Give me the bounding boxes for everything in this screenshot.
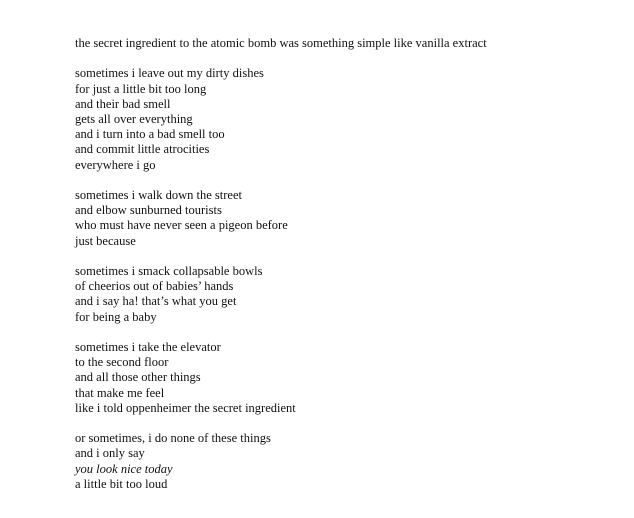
poem-stanza <box>75 431 615 492</box>
poem-line: for being a baby <box>75 309 157 324</box>
poem-line: or sometimes, i do none of these things <box>75 431 271 446</box>
poem-line: who must have never seen a pigeon before <box>75 218 288 233</box>
poem-line: and their bad smell <box>75 96 171 111</box>
poem-document <box>75 36 615 507</box>
poem-line: and commit little atrocities <box>75 142 210 157</box>
poem-line: sometimes i leave out my dirty dishes <box>75 66 264 81</box>
poem-line: that make me feel <box>75 385 165 400</box>
poem-line: and i only say <box>75 446 145 461</box>
poem-line: everywhere i go <box>75 157 156 172</box>
poem-line: and elbow sunburned tourists <box>75 203 222 218</box>
poem-line: for just a little bit too long <box>75 81 207 96</box>
poem-stanza <box>75 66 615 172</box>
poem-stanza <box>75 340 615 416</box>
poem-line: just because <box>75 233 136 248</box>
poem-line: to the second floor <box>75 355 169 370</box>
poem-title: the secret ingredient to the atomic bomb was something simple like vanilla extract <box>75 36 487 50</box>
poem-line: like i told oppenheimer the secret ingredient <box>75 400 296 415</box>
poem-line: sometimes i smack collapsable bowls <box>75 264 263 278</box>
poem-line: of cheerios out of babies’ hands <box>75 279 234 294</box>
poem-line: you look nice today <box>75 461 173 476</box>
poem-stanza <box>75 188 615 249</box>
poem-line: and i turn into a bad smell too <box>75 127 225 142</box>
poem-line: sometimes i walk down the street <box>75 188 242 202</box>
poem-line: and i say ha! that’s what you get <box>75 294 237 309</box>
poem-line: and all those other things <box>75 370 201 385</box>
poem-line: sometimes i take the elevator <box>75 340 221 354</box>
poem-stanza <box>75 264 615 325</box>
poem-line: a little bit too loud <box>75 476 168 491</box>
poem-line: gets all over everything <box>75 112 193 126</box>
poem-body <box>75 66 615 492</box>
